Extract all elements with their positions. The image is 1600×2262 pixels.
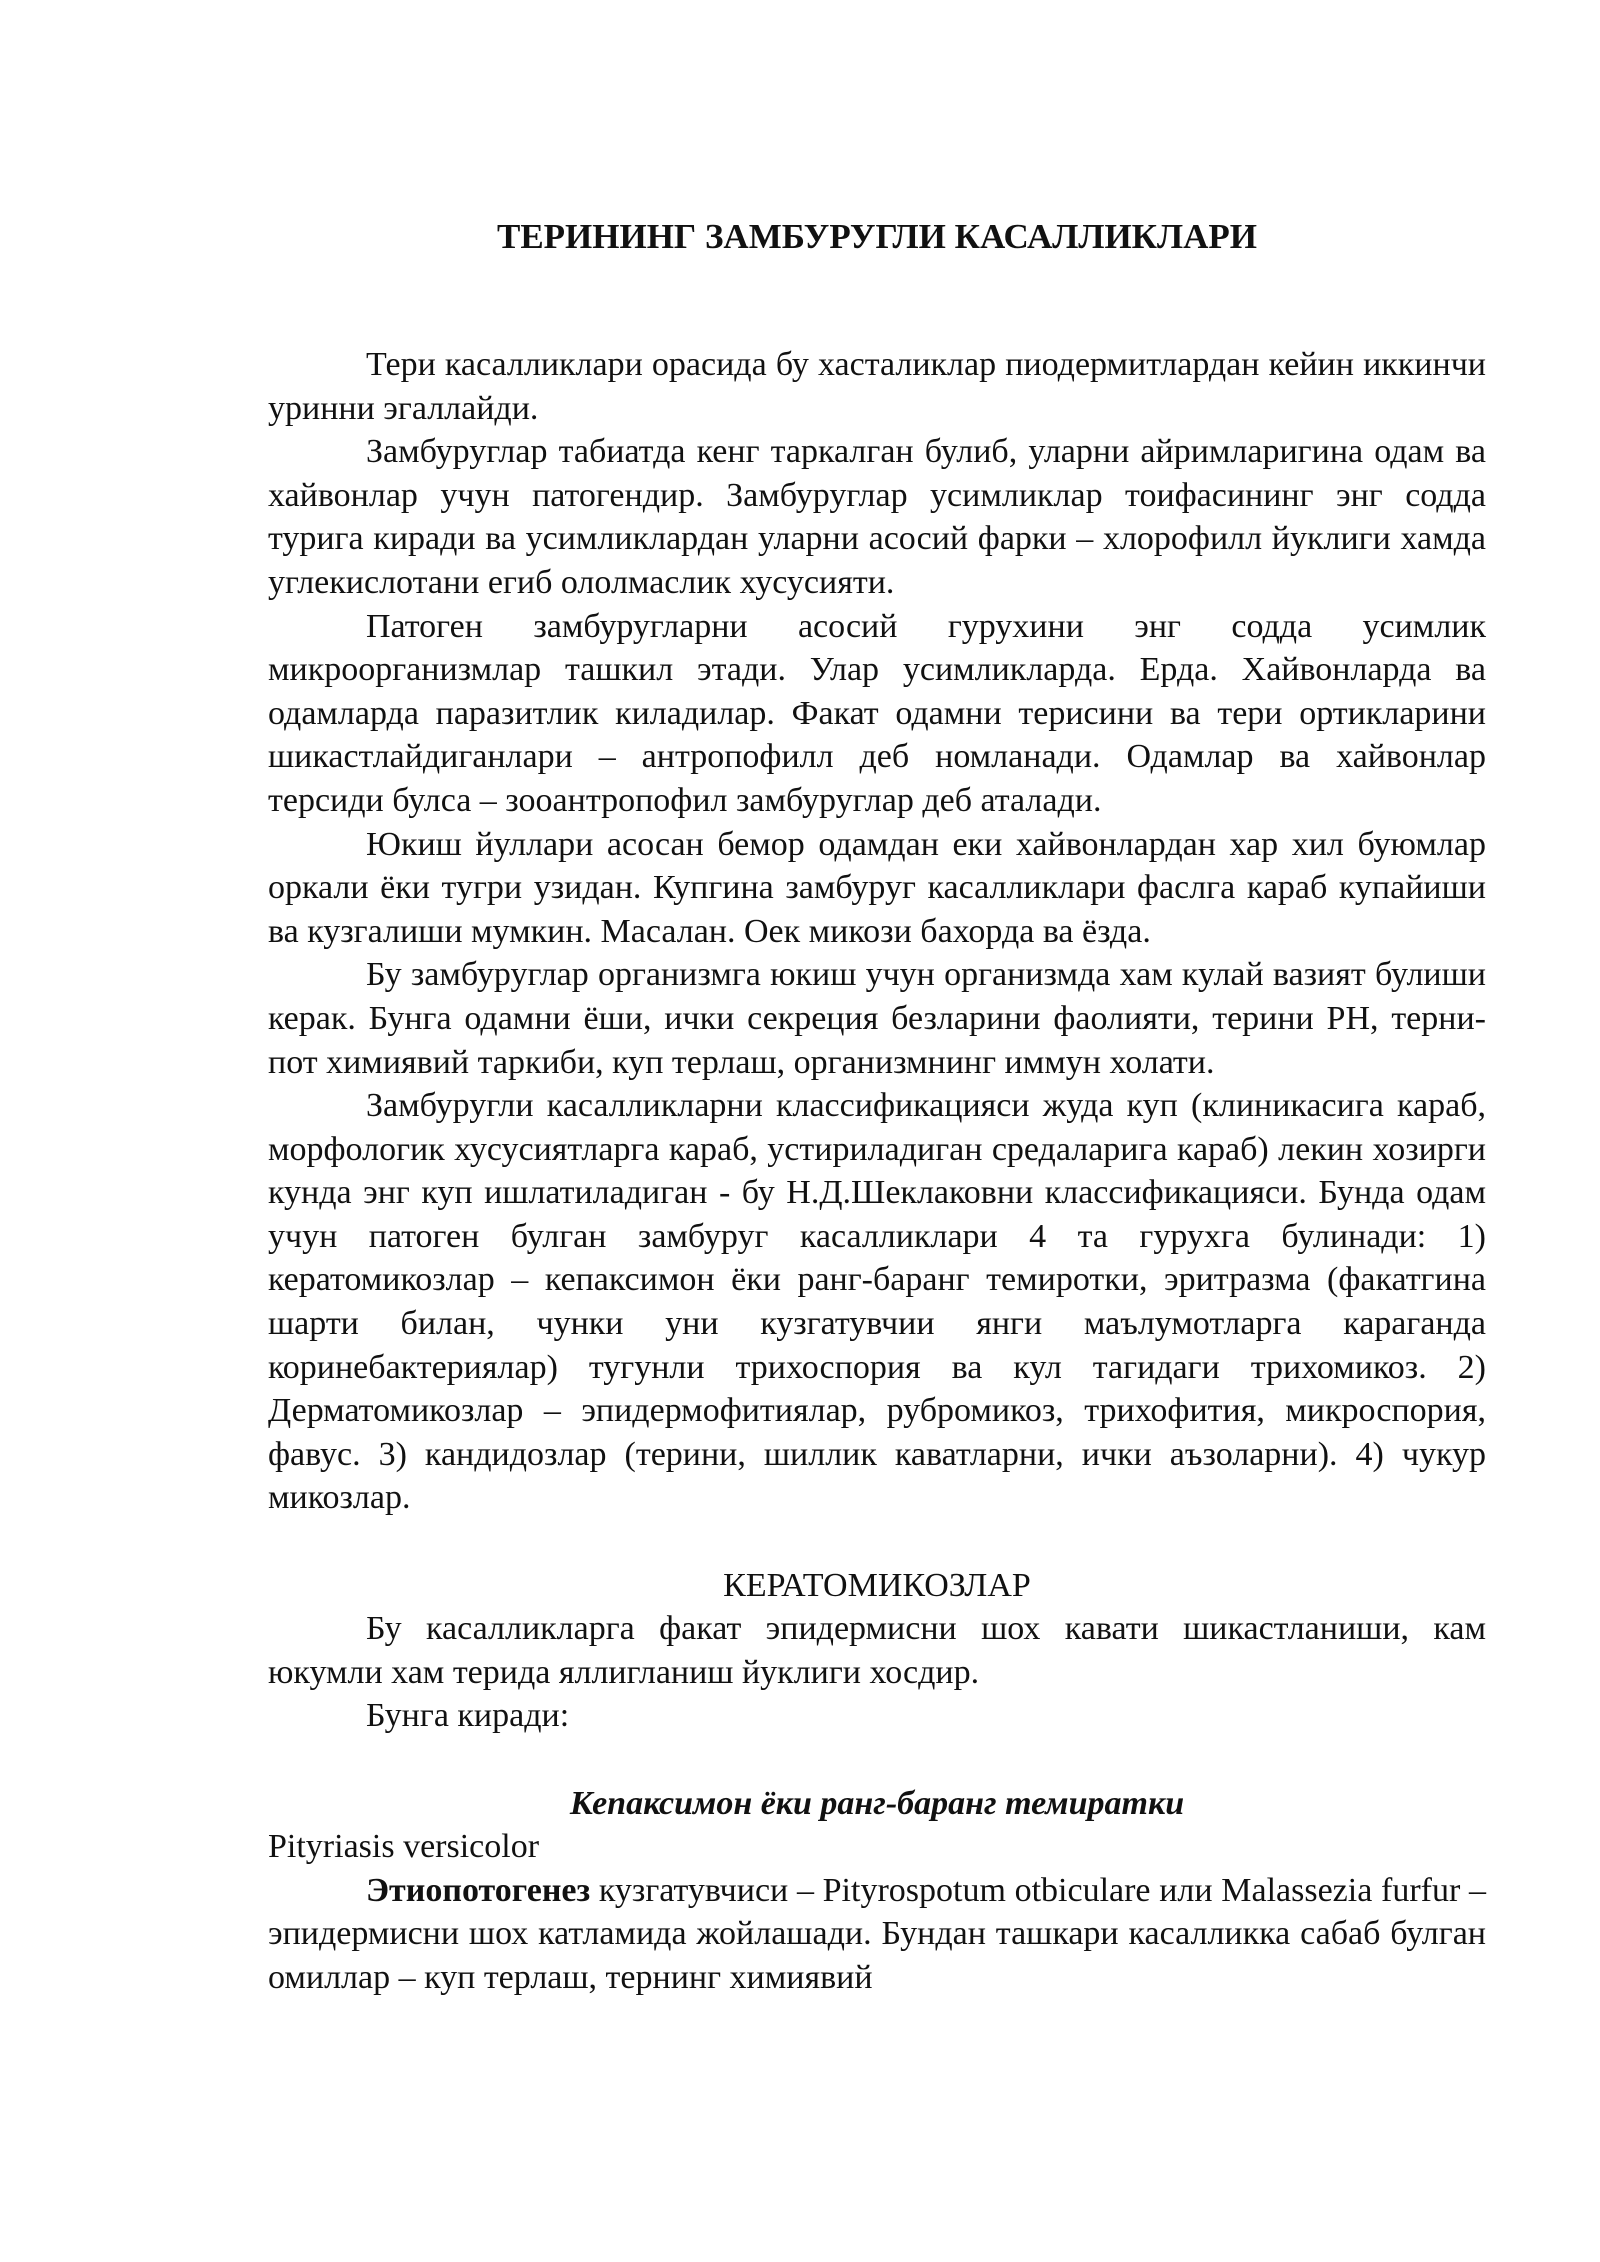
section-heading: КЕРАТОМИКОЗЛАР	[723, 1566, 1031, 1604]
paragraph-classification: Замбуругли касалликларни классификацияси жуда куп (клиникасига караб, морфологик хусусиятларга караб, устириладиган средаларига караб) лекин хозирги кунда энг куп ишлатиладиган - бу Н.Д.Шеклаковни классификацияси. Бунда одам учун патоген булган замбуруг касалликлари 4 та гурухга булинади: 1) кератомикозлар – кепаксимон ёки ранг-баранг темиротки, эритразма (факатгина шарти билан, чунки уни кузгатувчии янги маълумотларга караганда коринебактериялар) тугунли трихоспория ва кул тагидаги трихомикоз. 2) Дерматомикозлар – эпидермофитиялар, рубромикоз, трихофития, микроспория, фавус. 3) кандидозлар (терини, шиллик каватларни, ички аъзоларни). 4) чукур микозлар.	[268, 1087, 1486, 1517]
paragraph-includes: Бунга киради:	[366, 1697, 570, 1735]
etiology-term: Этиопотогенез	[366, 1871, 591, 1909]
disease-subtitle: Кепаксимон ёки ранг-баранг темиратки	[569, 1784, 1185, 1822]
paragraph-etiology	[268, 1869, 1486, 2000]
paragraph-risk-factors: Бу замбуруглар организмга юкиш учун организмда хам кулай вазият булиши керак. Бунга одамни ёши, ички секреция безларини фаолияти, терини РН, терни-пот химиявий таркиби, куп терлаш, организмнинг иммун холати.	[268, 956, 1486, 1081]
etiology-text: кузгатувчиси – Pityrospotum otbiculare или Malassezia furfur – эпидермисни шох катламида жойлашади. Бундан ташкари касалликка сабаб булган омиллар – куп терлаш, тернинг химиявий	[268, 1871, 1486, 1996]
paragraph-transmission: Юкиш йуллари асосан бемор одамдан еки хайвонлардан хар хил буюмлар оркали ёки тугри узидан. Купгина замбуруг касалликлари фаслга караб купайиши ва кузгалиши мумкин. Масалан. Оек микози бахорда ва ёзда.	[268, 825, 1486, 950]
latin-name: Pityriasis versicolor	[268, 1828, 540, 1866]
page-title: ТЕРИНИНГ ЗАМБУРУГЛИ КАСАЛЛИКЛАРИ	[496, 217, 1258, 256]
paragraph-keratomycoses: Бу касалликларга факат эпидермисни шох кавати шикастланиши, кам юкумли хам терида яллигланиш йуклиги хосдир.	[268, 1610, 1486, 1691]
paragraph-pathogenic-fungi: Патоген замбуругларни асосий гурухини энг содда усимлик микроорганизмлар ташкил этади. Улар усимликларда. Ерда. Хайвонларда ва одамларда паразитлик киладилар. Факат одамни терисини ва тери ортикларини шикастлайдиганлари – антропофилл деб номланади. Одамлар ва хайвонлар терсиди булса – зооантропофил замбуруглар деб аталади.	[268, 607, 1486, 819]
document-body	[268, 343, 1486, 2000]
paragraph-intro: Тери касалликлари орасида бу хасталиклар пиодермитлардан кейин иккинчи уринни эгаллайди.	[268, 346, 1486, 427]
paragraph-fungi-nature: Замбуруглар табиатда кенг таркалган булиб, уларни айримларигина одам ва хайвонлар учун патогендир. Замбуруглар усимликлар тоифасининг энг содда турига киради ва усимликлардан уларни асосий фарки – хлорофилл йуклиги хамда углекислотани егиб ололмаслик хусусияти.	[268, 433, 1486, 601]
